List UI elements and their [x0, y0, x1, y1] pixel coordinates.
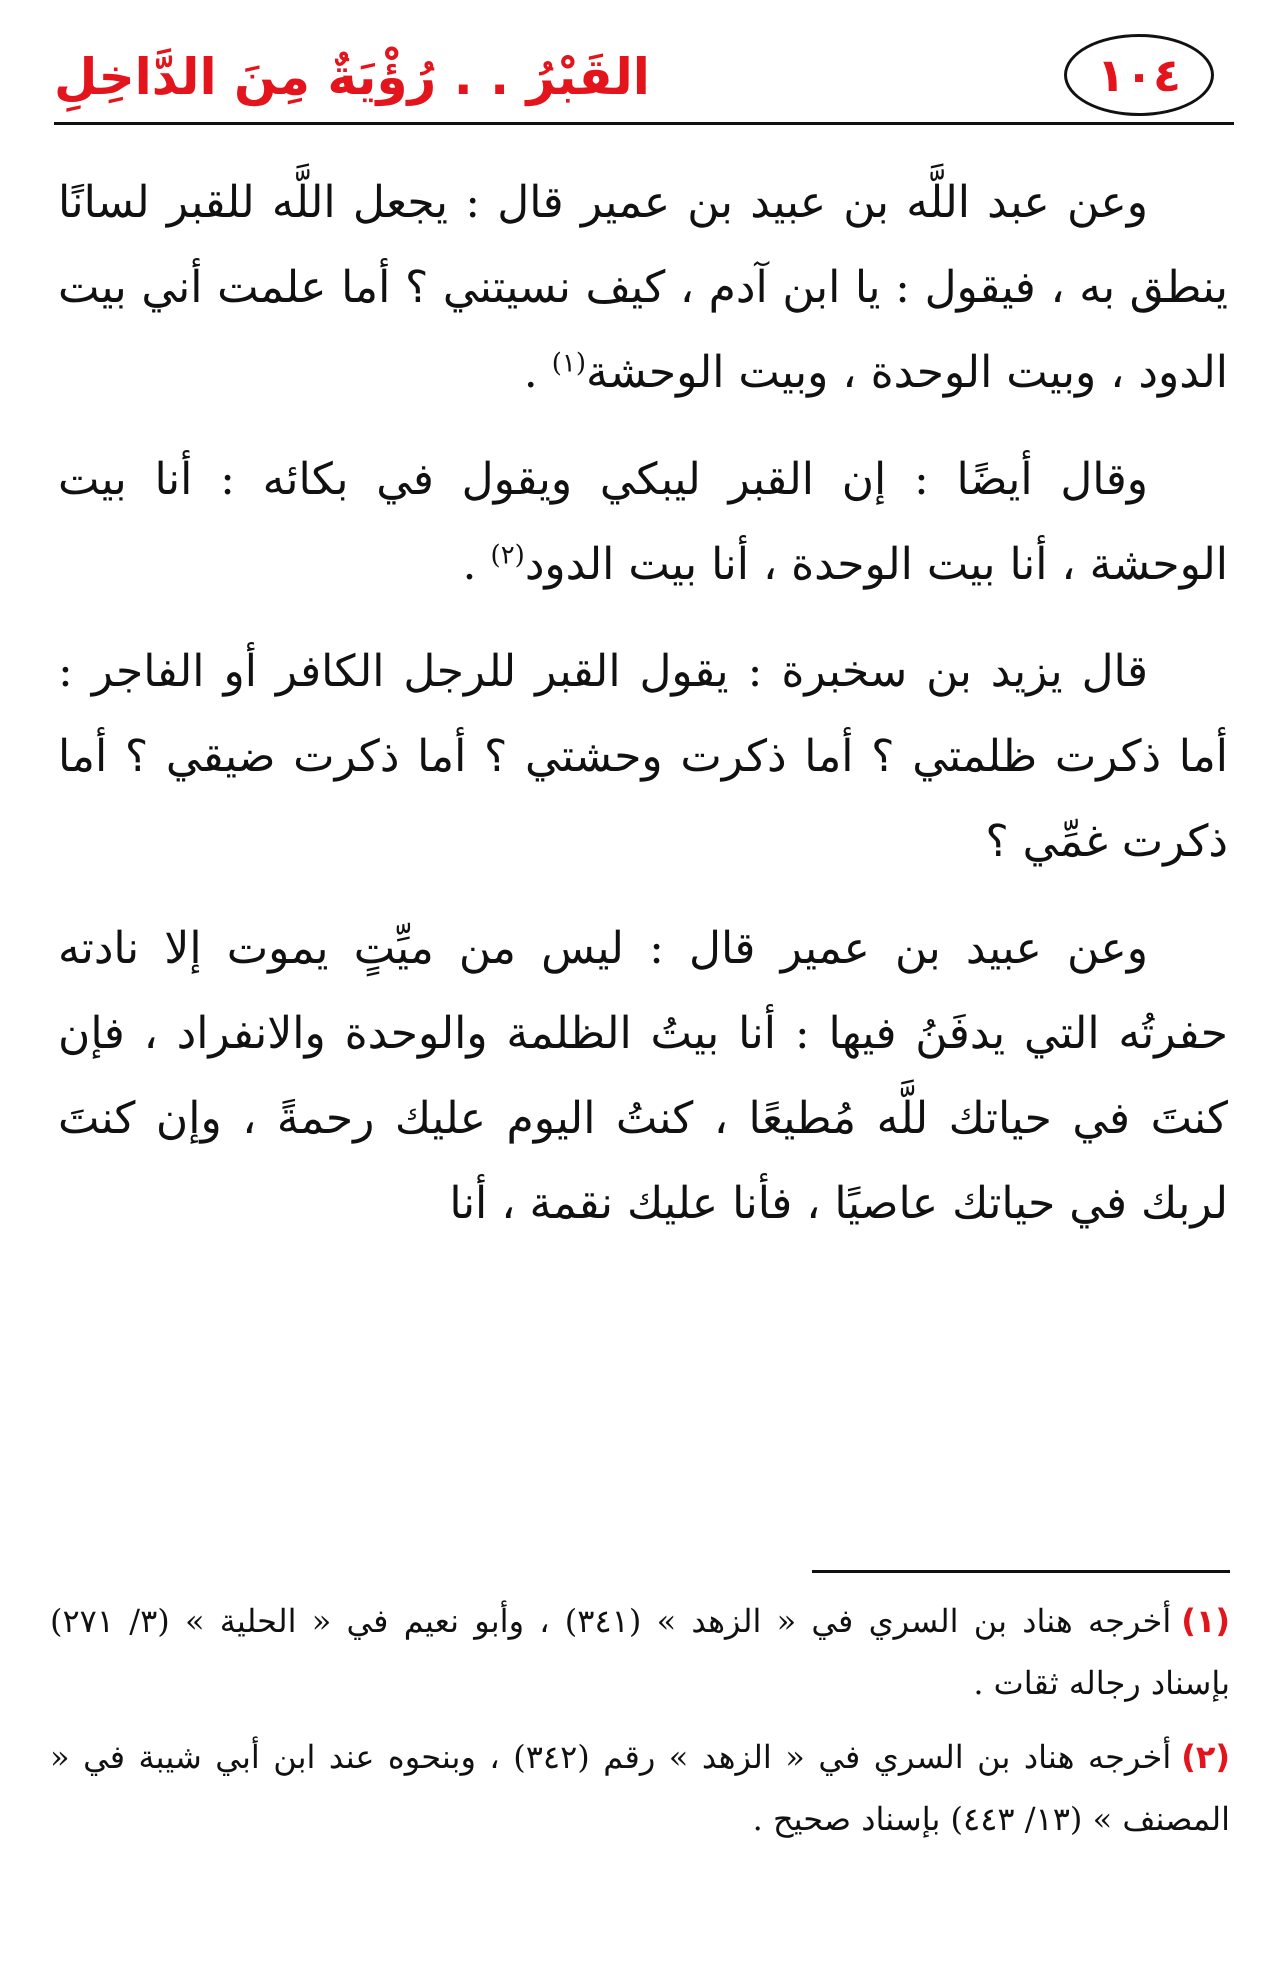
paragraph-tail: .: [523, 347, 552, 398]
footnote-number: (٢): [1181, 1738, 1231, 1776]
paragraph: [58, 160, 1228, 415]
paragraph-text: وعن عبد اللَّه بن عبيد بن عمير قال : يجعل اللَّه للقبر لسانًا ينطق به ، فيقول : يا ابن آدم ، كيف نسيتني ؟ أما علمت أني بيت الدود ، وبيت الوحدة ، وبيت الوحشة: [58, 177, 1228, 398]
page-number-oval: [1064, 34, 1214, 116]
running-title: القَبْرُ . . رُؤْيَةٌ مِنَ الدَّاخِلِ: [54, 48, 650, 106]
page-header: [54, 28, 1234, 124]
paragraph-text: وقال أيضًا : إن القبر ليبكي ويقول في بكائه : أنا بيت الوحشة ، أنا بيت الوحدة ، أنا بيت الدود: [58, 454, 1228, 590]
footnote: [50, 1590, 1230, 1714]
paragraph: [58, 437, 1228, 607]
footnote: [50, 1726, 1230, 1850]
footnote-ref: (٢): [490, 540, 525, 571]
paragraph: [58, 629, 1228, 884]
footnote-ref: (١): [551, 348, 587, 379]
footnote-separator: [812, 1570, 1230, 1573]
paragraph-tail: .: [462, 539, 491, 590]
paragraph-text: قال يزيد بن سخبرة : يقول القبر للرجل الكافر أو الفاجر : أما ذكرت ظلمتي ؟ أما ذكرت وحشتي ؟ أما ذكرت ضيقي ؟ أما ذكرت غمِّي ؟: [58, 646, 1228, 867]
header-rule: [54, 122, 1234, 125]
footnote-number: (١): [1181, 1602, 1231, 1640]
footnote-text: أخرجه هناد بن السري في « الزهد » رقم (٣٤٢) ، وبنحوه عند ابن أبي شيبة في « المصنف » (١٣/ ٤٤٣) بإسناد صحيح .: [50, 1738, 1230, 1838]
paragraph: [58, 906, 1228, 1246]
page-number: ١٠٤: [1096, 48, 1182, 102]
footnote-text: أخرجه هناد بن السري في « الزهد » (٣٤١) ، وأبو نعيم في « الحلية » (٣/ ٢٧١) بإسناد رجاله ثقات .: [50, 1602, 1230, 1702]
body-text: [58, 160, 1228, 1268]
footnotes: [50, 1590, 1230, 1862]
paragraph-text: وعن عبيد بن عمير قال : ليس من ميِّتٍ يموت إلا نادته حفرتُه التي يدفَنُ فيها : أنا بيتُ الظلمة والوحدة والانفراد ، فإن كنتَ في حياتك للَّه مُطيعًا ، كنتُ اليوم عليك رحمةً ، وإن كنتَ لربك في حياتك عاصيًا ، فأنا عليك نقمة ، أنا: [58, 923, 1228, 1229]
